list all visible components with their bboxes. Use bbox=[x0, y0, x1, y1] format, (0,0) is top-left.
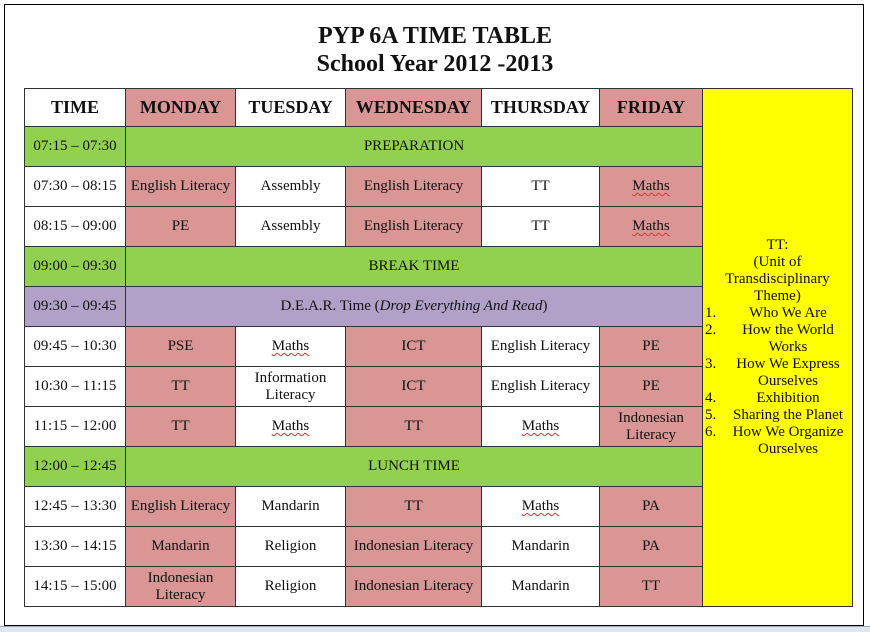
theme-number: 4. bbox=[705, 390, 717, 406]
lesson-cell: TT bbox=[346, 487, 482, 527]
dear-italic: Drop Everything And Read bbox=[379, 298, 543, 314]
timetable bbox=[24, 88, 853, 607]
lesson-cell: Religion bbox=[236, 567, 346, 607]
lesson-cell bbox=[482, 407, 600, 447]
lesson-cell: Mandarin bbox=[126, 527, 236, 567]
lesson-cell: PA bbox=[600, 527, 703, 567]
lesson-cell: English Literacy bbox=[126, 167, 236, 207]
lesson-text: Maths bbox=[521, 498, 560, 514]
header-thursday: THURSDAY bbox=[482, 89, 600, 127]
lesson-cell: Mandarin bbox=[482, 567, 600, 607]
lesson-cell: PE bbox=[600, 327, 703, 367]
theme-number: 5. bbox=[705, 407, 717, 423]
lesson-cell: Assembly bbox=[236, 167, 346, 207]
window-edge bbox=[0, 626, 870, 632]
time-cell: 14:15 – 15:00 bbox=[25, 567, 126, 607]
lesson-cell bbox=[482, 487, 600, 527]
lesson-cell: English Literacy bbox=[482, 327, 600, 367]
dear-suffix: ) bbox=[542, 298, 548, 314]
time-cell: 11:15 – 12:00 bbox=[25, 407, 126, 447]
dear-prefix: D.E.A.R. Time ( bbox=[280, 298, 380, 314]
theme-label: How We Express Ourselves bbox=[736, 356, 840, 389]
theme-label: Sharing the Planet bbox=[733, 407, 843, 423]
lesson-cell: TT bbox=[482, 207, 600, 247]
theme-item bbox=[705, 407, 850, 424]
header-monday: MONDAY bbox=[126, 89, 236, 127]
lesson-cell: PE bbox=[600, 367, 703, 407]
theme-item bbox=[705, 390, 850, 407]
time-cell: 08:15 – 09:00 bbox=[25, 207, 126, 247]
theme-label: Who We Are bbox=[749, 305, 827, 321]
lesson-cell: Indonesian Literacy bbox=[600, 407, 703, 447]
time-cell: 09:45 – 10:30 bbox=[25, 327, 126, 367]
lesson-cell: PA bbox=[600, 487, 703, 527]
lunch-time-band: LUNCH TIME bbox=[126, 447, 703, 487]
theme-list bbox=[705, 305, 850, 458]
header-tuesday: TUESDAY bbox=[236, 89, 346, 127]
theme-number: 3. bbox=[705, 356, 717, 372]
lesson-text: Maths bbox=[632, 218, 670, 234]
lesson-cell: TT bbox=[482, 167, 600, 207]
lesson-cell: ICT bbox=[346, 367, 482, 407]
theme-item bbox=[705, 322, 850, 356]
lesson-cell: Information Literacy bbox=[236, 367, 346, 407]
lesson-cell: English Literacy bbox=[346, 167, 482, 207]
lesson-text: Maths bbox=[632, 178, 670, 194]
theme-number: 1. bbox=[705, 305, 717, 321]
header-friday: FRIDAY bbox=[600, 89, 703, 127]
lesson-text: Maths bbox=[521, 418, 560, 434]
lesson-cell: ICT bbox=[346, 327, 482, 367]
header-row bbox=[25, 89, 853, 127]
sidebar-subheading: (Unit of Transdisciplinary Theme) bbox=[725, 254, 830, 304]
lesson-cell: PSE bbox=[126, 327, 236, 367]
lesson-cell: PE bbox=[126, 207, 236, 247]
lesson-cell: Indonesian Literacy bbox=[346, 567, 482, 607]
theme-item bbox=[705, 305, 850, 322]
theme-label: How We Organize Ourselves bbox=[732, 424, 844, 457]
dear-time-band bbox=[126, 287, 703, 327]
theme-item bbox=[705, 424, 850, 458]
time-cell: 12:45 – 13:30 bbox=[25, 487, 126, 527]
lesson-cell bbox=[600, 167, 703, 207]
time-cell: 13:30 – 14:15 bbox=[25, 527, 126, 567]
lesson-cell: TT bbox=[126, 407, 236, 447]
lesson-cell: English Literacy bbox=[126, 487, 236, 527]
lesson-cell: TT bbox=[346, 407, 482, 447]
theme-item bbox=[705, 356, 850, 390]
lesson-cell: Religion bbox=[236, 527, 346, 567]
document-title bbox=[0, 22, 870, 78]
lesson-text: Maths bbox=[271, 418, 310, 434]
theme-label: How the World Works bbox=[742, 322, 834, 355]
lesson-text: Maths bbox=[271, 338, 310, 354]
lesson-cell: English Literacy bbox=[346, 207, 482, 247]
lesson-cell bbox=[600, 207, 703, 247]
header-wednesday: WEDNESDAY bbox=[346, 89, 482, 127]
sidebar-heading: TT: bbox=[766, 237, 789, 253]
break-time-band: BREAK TIME bbox=[126, 247, 703, 287]
lesson-cell: Mandarin bbox=[236, 487, 346, 527]
time-cell: 07:15 – 07:30 bbox=[25, 127, 126, 167]
header-time: TIME bbox=[25, 89, 126, 127]
lesson-cell bbox=[236, 327, 346, 367]
time-cell: 12:00 – 12:45 bbox=[25, 447, 126, 487]
lesson-cell: TT bbox=[126, 367, 236, 407]
lesson-cell: Indonesian Literacy bbox=[346, 527, 482, 567]
theme-label: Exhibition bbox=[756, 390, 820, 406]
lesson-cell: Indonesian Literacy bbox=[126, 567, 236, 607]
theme-number: 6. bbox=[705, 424, 717, 440]
time-cell: 10:30 – 11:15 bbox=[25, 367, 126, 407]
time-cell: 09:00 – 09:30 bbox=[25, 247, 126, 287]
lesson-cell bbox=[236, 407, 346, 447]
time-cell: 07:30 – 08:15 bbox=[25, 167, 126, 207]
preparation-band: PREPARATION bbox=[126, 127, 703, 167]
lesson-cell: Mandarin bbox=[482, 527, 600, 567]
title-line-1: PYP 6A TIME TABLE bbox=[317, 23, 553, 49]
theme-sidebar bbox=[703, 89, 853, 607]
lesson-cell: English Literacy bbox=[482, 367, 600, 407]
lesson-cell: TT bbox=[600, 567, 703, 607]
time-cell: 09:30 – 09:45 bbox=[25, 287, 126, 327]
title-line-2: School Year 2012 -2013 bbox=[316, 51, 554, 77]
theme-number: 2. bbox=[705, 322, 717, 338]
lesson-cell: Assembly bbox=[236, 207, 346, 247]
